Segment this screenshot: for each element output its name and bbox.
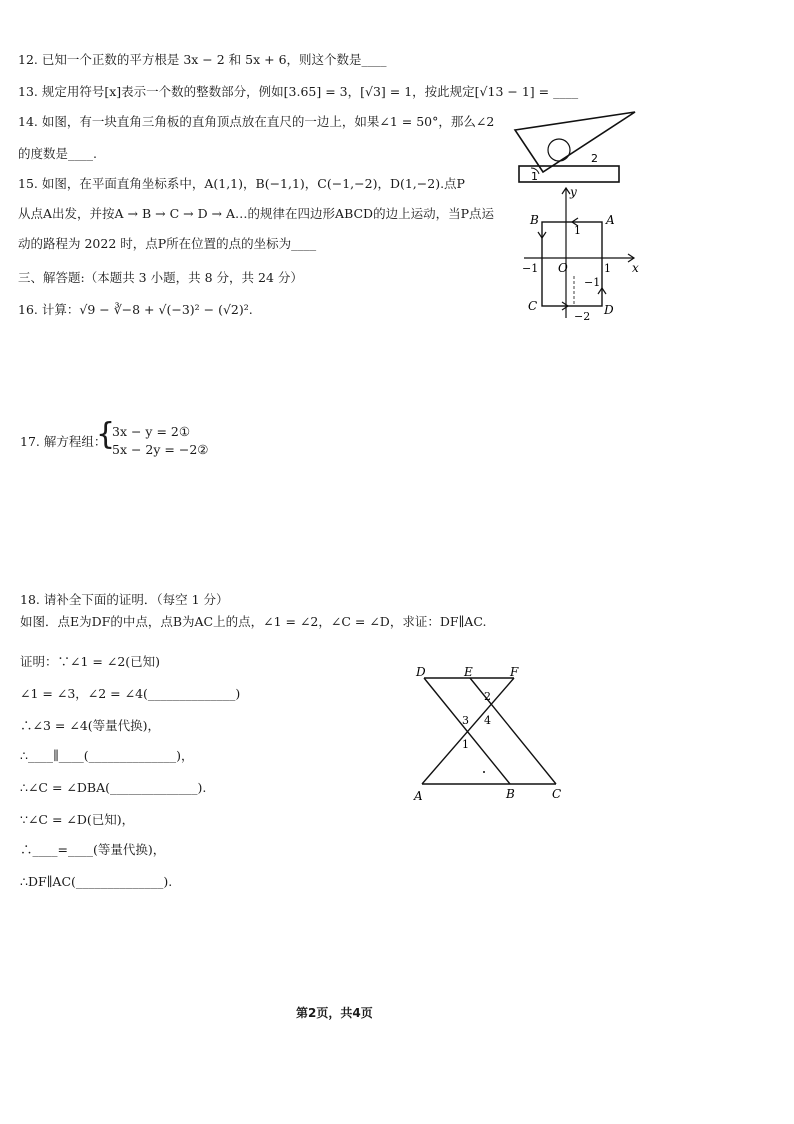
proof-line-2: ∠1 = ∠3，∠2 = ∠4(______________) — [20, 686, 241, 701]
coordinate-figure — [518, 182, 642, 324]
question-13: 13. 规定用符号[x]表示一个数的整数部分，例如[3.65] = 3，[√3] = 1，按此规定[√13 − 1] = ____ — [18, 84, 579, 99]
point-a-label: A — [606, 213, 615, 227]
proof-line-7: ∴____=____(等量代换)， — [20, 842, 166, 857]
point-a: A — [414, 789, 423, 803]
angle-2: 2 — [484, 690, 491, 703]
question-14-line2: 的度数是____. — [18, 146, 97, 161]
question-17-label: 17. 解方程组： — [20, 434, 107, 449]
section-3-heading: 三、解答题:（本题共 3 小题，共 8 分，共 24 分） — [18, 270, 303, 285]
proof-line-8: ∴DF∥AC(______________). — [20, 874, 173, 889]
point-b-label: B — [530, 213, 539, 227]
question-18-given: 如图．点E为DF的中点，点B为AC上的点，∠1 = ∠2，∠C = ∠D，求证：DF∥AC. — [20, 614, 487, 629]
parallel-lines-figure — [410, 664, 570, 804]
proof-line-3: ∴∠3 = ∠4(等量代换)， — [20, 718, 161, 733]
fig14-angle-1: 1 — [531, 170, 538, 183]
equation-1: 3x − y = 2① — [112, 424, 191, 439]
tick-y-neg1: −1 — [584, 276, 601, 289]
equation-2: 5x − 2y = −2② — [112, 442, 209, 457]
question-14-line1: 14. 如图，有一块直角三角板的直角顶点放在直尺的一边上，如果∠1 = 50°，那么∠2 — [18, 114, 495, 129]
angle-3: 3 — [462, 714, 469, 727]
point-b: B — [506, 787, 515, 801]
proof-line-4: ∴____∥____(______________)， — [20, 748, 194, 763]
x-axis-label: x — [632, 261, 639, 275]
question-18-title: 18. 请补全下面的证明．（每空 1 分） — [20, 592, 229, 607]
page-footer: 第2页，共4页 — [296, 1006, 373, 1020]
question-15-line2: 从点A出发，并按A → B → C → D → A…的规律在四边形ABCD的边上运动，当P点运 — [18, 206, 494, 221]
proof-line-1: 证明：∵∠1 = ∠2(已知) — [20, 654, 161, 669]
proof-line-5: ∴∠C = ∠DBA(______________). — [20, 780, 207, 795]
question-15-line3: 动的路程为 2022 时，点P所在位置的点的坐标为____ — [18, 236, 317, 251]
fig14-angle-2: 2 — [591, 152, 598, 165]
angle-1: 1 — [462, 738, 469, 751]
question-16: 16. 计算：√9 − ∛−8 + √(−3)² − (√2)². — [18, 302, 253, 317]
triangle-ruler-figure — [505, 106, 645, 190]
point-d: D — [416, 665, 426, 679]
point-f: F — [510, 665, 519, 679]
proof-line-6: ∵∠C = ∠D(已知)， — [20, 812, 135, 827]
origin-label: O — [558, 261, 568, 275]
point-c: C — [552, 787, 562, 801]
question-15-line1: 15. 如图，在平面直角坐标系中，A(1,1)，B(−1,1)，C(−1,−2)，D(1,−2).点P — [18, 176, 465, 191]
tick-y-neg2: −2 — [574, 310, 591, 323]
point-c-label: C — [528, 299, 538, 313]
tick-y-1: 1 — [574, 224, 581, 237]
system-brace: { — [96, 417, 116, 452]
angle-4: 4 — [484, 714, 491, 727]
point-e: E — [464, 665, 473, 679]
tick-x-neg1: −1 — [522, 262, 539, 275]
point-d-label: D — [604, 303, 614, 317]
y-axis-label: y — [570, 185, 577, 199]
question-12: 12. 已知一个正数的平方根是 3x − 2 和 5x + 6，则这个数是____ — [18, 52, 387, 67]
tick-x-1: 1 — [604, 262, 611, 275]
